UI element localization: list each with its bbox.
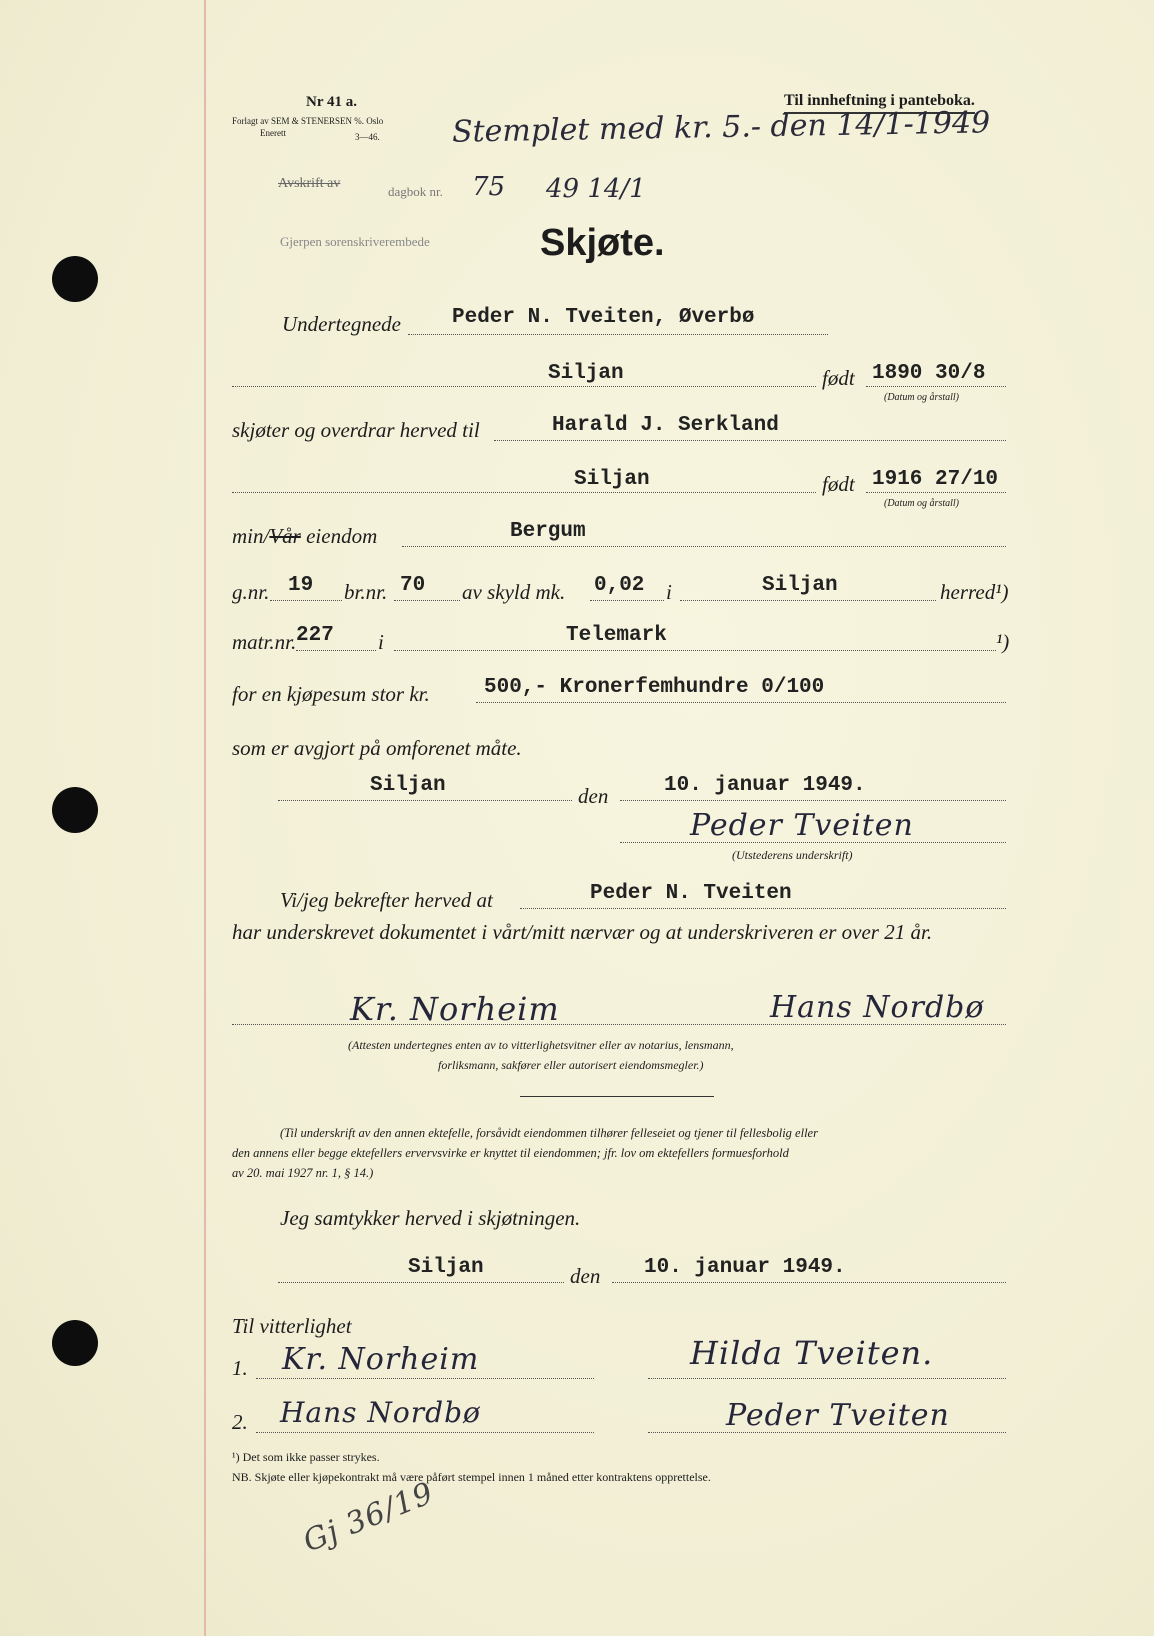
matr-value: 227 bbox=[296, 624, 334, 647]
price-line bbox=[476, 702, 1006, 703]
sign-place-line bbox=[278, 800, 572, 801]
brnr-value: 70 bbox=[400, 574, 426, 597]
herred-value: Siljan bbox=[762, 574, 838, 597]
attest-number-1: 1. bbox=[232, 1356, 248, 1380]
skyld-value: 0,02 bbox=[594, 574, 645, 597]
witness-subject-name: Peder N. Tveiten bbox=[590, 882, 792, 905]
witness-statement: har underskrevet dokumentet i vårt/mitt nærvær og at underskriveren er over 21 år. bbox=[232, 920, 933, 944]
seller-date-caption: (Datum og årstall) bbox=[884, 392, 959, 403]
matr-label: matr.nr. bbox=[232, 630, 297, 654]
seller-born-line bbox=[866, 386, 1006, 387]
witness-signature-2: Hans Nordbø bbox=[770, 990, 985, 1025]
seller-line bbox=[408, 334, 828, 335]
issuer-signature-line bbox=[620, 842, 1006, 843]
seller-place: Siljan bbox=[548, 362, 624, 385]
skyld-i: i bbox=[666, 580, 672, 604]
herred-label: herred¹) bbox=[940, 580, 1009, 604]
buyer-place: Siljan bbox=[574, 468, 650, 491]
punch-hole bbox=[52, 1320, 98, 1366]
seller-born-label: født bbox=[822, 366, 855, 390]
diary-number: 75 bbox=[472, 172, 506, 202]
attest-line-1 bbox=[256, 1378, 594, 1379]
spouse-date-line bbox=[612, 1282, 1006, 1283]
gnr-value: 19 bbox=[288, 574, 314, 597]
margin-line bbox=[204, 0, 206, 1636]
sign-date-line bbox=[620, 800, 1006, 801]
publisher-rights: Enerett bbox=[260, 128, 286, 138]
spouse-place-line bbox=[278, 1282, 564, 1283]
brnr-label: br.nr. bbox=[344, 580, 388, 604]
property-name: Bergum bbox=[510, 520, 586, 543]
buyer-born-label: født bbox=[822, 472, 855, 496]
county-value: Telemark bbox=[566, 624, 667, 647]
spouse-place: Siljan bbox=[408, 1256, 484, 1279]
spouse-note-2: den annens eller begge ektefellers ervervsvirke er knyttet til eiendommen; jfr. lov om ektefellers formuesforhold bbox=[232, 1146, 789, 1160]
seller-name: Peder N. Tveiten, Øverbø bbox=[452, 306, 755, 329]
buyer-label: skjøter og overdrar herved til bbox=[232, 418, 480, 442]
witness-note-1: (Attesten undertegnes enten av to vitterlighetsvitner eller av notarius, lensmann, bbox=[348, 1038, 734, 1052]
brnr-line bbox=[394, 600, 460, 601]
buyer-date-caption: (Datum og årstall) bbox=[884, 498, 959, 509]
seller-place-line bbox=[232, 386, 816, 387]
price-value: 500,- Kronerfemhundre 0/100 bbox=[484, 676, 825, 699]
witness-prefix: Vi/jeg bekrefter herved at bbox=[280, 888, 493, 912]
seller-signature-line-2 bbox=[648, 1432, 1006, 1433]
matr-line bbox=[296, 650, 376, 651]
witness-note-2: forliksmann, sakfører eller autorisert eiendomsmegler.) bbox=[438, 1058, 704, 1072]
seller-born: 1890 30/8 bbox=[872, 362, 986, 385]
footnote-1: ¹) Det som ikke passer strykes. bbox=[232, 1450, 380, 1464]
form-number: Nr 41 a. bbox=[306, 94, 357, 110]
page-title: Skjøte. bbox=[540, 222, 665, 264]
punch-hole bbox=[52, 787, 98, 833]
diary-label: dagbok nr. bbox=[388, 184, 443, 199]
property-label: min/Vår eiendom bbox=[232, 524, 378, 548]
spouse-note-3: av 20. mai 1927 nr. 1, § 14.) bbox=[232, 1166, 374, 1180]
buyer-born: 1916 27/10 bbox=[872, 468, 999, 491]
sign-den: den bbox=[578, 784, 609, 808]
attest-line-2 bbox=[256, 1432, 594, 1433]
punch-hole bbox=[52, 256, 98, 302]
county-line bbox=[394, 650, 996, 651]
gnr-line bbox=[270, 600, 342, 601]
spouse-signature: Hilda Tveiten. bbox=[690, 1334, 934, 1372]
issuer-signature: Peder Tveiten bbox=[690, 808, 914, 843]
header-top-right: Til innheftning i panteboka. bbox=[784, 92, 975, 114]
seller-signature-2: Peder Tveiten bbox=[726, 1398, 950, 1433]
divider bbox=[520, 1096, 714, 1097]
price-label: for en kjøpesum stor kr. bbox=[232, 682, 430, 706]
spouse-note-1: (Til underskrift av den annen ektefelle, forsåvidt eiendommen tilhører felleseiet og tjener til fellesbolig eller bbox=[280, 1126, 818, 1140]
witness-signature-line bbox=[232, 1024, 1006, 1025]
matr-i: i bbox=[378, 630, 384, 654]
spouse-den: den bbox=[570, 1264, 601, 1288]
diary-year: 49 14/1 bbox=[546, 174, 646, 204]
publisher-date: 3—46. bbox=[355, 132, 380, 142]
county-suffix: ¹) bbox=[996, 630, 1010, 654]
attest-witness-1: Kr. Norheim bbox=[282, 1342, 480, 1377]
property-line bbox=[402, 546, 1006, 547]
spouse-signature-line bbox=[648, 1378, 1006, 1379]
abstract-label: Avskrift av bbox=[278, 176, 341, 191]
seller-label: Undertegnede bbox=[282, 312, 401, 336]
witness-signature-1: Kr. Norheim bbox=[350, 990, 560, 1028]
publisher-line: Forlagt av SEM & STENERSEN %. Oslo bbox=[232, 116, 384, 126]
consent-text: Jeg samtykker herved i skjøtningen. bbox=[280, 1206, 581, 1230]
herred-line bbox=[680, 600, 936, 601]
sign-date: 10. januar 1949. bbox=[664, 774, 866, 797]
settled-text: som er avgjort på omforenet måte. bbox=[232, 736, 522, 760]
skyld-label: av skyld mk. bbox=[462, 580, 566, 604]
attest-label: Til vitterlighet bbox=[232, 1314, 352, 1338]
spouse-date: 10. januar 1949. bbox=[644, 1256, 846, 1279]
gnr-label: g.nr. bbox=[232, 580, 270, 604]
buyer-born-line bbox=[866, 492, 1006, 493]
attest-number-2: 2. bbox=[232, 1410, 248, 1434]
footnote-2: NB. Skjøte eller kjøpekontrakt må være påført stempel innen 1 måned etter kontraktens opprettelse. bbox=[232, 1470, 711, 1484]
buyer-name: Harald J. Serkland bbox=[552, 414, 779, 437]
skyld-line bbox=[590, 600, 664, 601]
corner-mark: Gj 36/19 bbox=[298, 1475, 439, 1560]
witness-name-line bbox=[520, 908, 1006, 909]
buyer-line bbox=[494, 440, 1006, 441]
attest-witness-2: Hans Nordbø bbox=[280, 1396, 481, 1429]
court-office: Gjerpen sorenskriverembede bbox=[280, 234, 430, 249]
issuer-signature-caption: (Utstederens underskrift) bbox=[732, 848, 853, 862]
buyer-place-line bbox=[232, 492, 816, 493]
stamp-note: Stemplet med kr. 5.- den 14/1-1949 bbox=[451, 105, 991, 150]
sign-place: Siljan bbox=[370, 774, 446, 797]
